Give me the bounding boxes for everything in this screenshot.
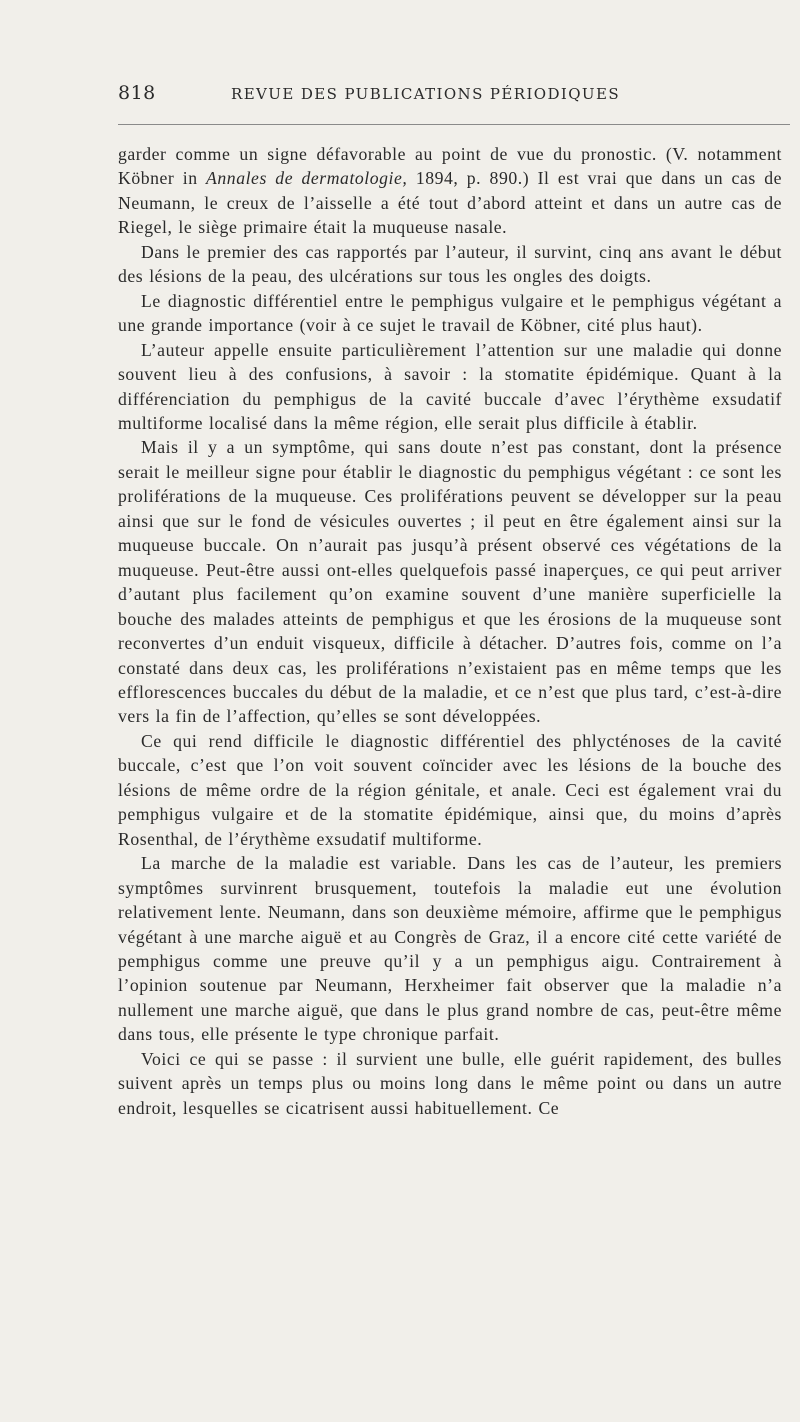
journal-citation: Annales de dermatologie,: [206, 168, 408, 189]
running-head: [118, 82, 648, 110]
paragraph-6: Ce qui rend difficile le diagnostic différentiel des phlycténoses de la cavité buccale, c’est que l’on voit souvent coïncider avec les lésions de la bouche des lésions de même ordre de la région génitale, et anale. Ceci est également vrai du pemphigus vulgaire et de la stomatite épidémique, ainsi que, du moins d’après Rosenthal, de l’érythème exsudatif multiforme.: [118, 730, 782, 849]
journal-title: REVUE DES PUBLICATIONS PÉRIODIQUES: [231, 85, 620, 103]
paragraph-1: garder comme un signe défavorable au point de vue du pronostic. (V. notamment Köbner in Annales de dermatologie, 1894, p. 890.) Il est vrai que dans un cas de Neumann, le creux de l’aisselle a été tout d’abord atteint et dans un autre cas de Riegel, le siège primaire était la muqueuse nasale.: [118, 144, 782, 238]
page-number: 818: [118, 82, 156, 104]
paragraph-4: L’auteur appelle ensuite particulièrement l’attention sur une maladie qui donne souvent lieu à des confusions, à savoir : la stomatite épidémique. Quant à la différenciation du pemphigus de la cavité buccale d’avec l’érythème exsudatif multiforme localisé dans la même région, elle serait plus difficile à établir.: [118, 339, 782, 433]
header-rule: [118, 124, 790, 125]
paragraph-8: Voici ce qui se passe : il survient une bulle, elle guérit rapidement, des bulles suivent après un temps plus ou moins long dans le même point ou dans un autre endroit, lesquelles se cicatrisent aussi habituellement. Ce: [118, 1048, 782, 1118]
body-text: [118, 142, 782, 1120]
paragraph-2: Dans le premier des cas rapportés par l’auteur, il survint, cinq ans avant le début des lésions de la peau, des ulcérations sur tous les ongles des doigts.: [118, 241, 782, 287]
paragraph-5: Mais il y a un symptôme, qui sans doute n’est pas constant, dont la présence serait le meilleur signe pour établir le diagnostic du pemphigus végétant : ce sont les proliférations de la muqueuse. Ces proliférations peuvent se développer sur la peau ainsi que sur le fond de vésicules ouvertes ; il peut en être également ainsi sur la muqueuse buccale. On n’aurait pas jusqu’à présent observé ces végétations de la muqueuse. Peut-être aussi ont-elles quelquefois passé inaperçues, ce qui peut arriver d’autant plus facilement qu’on examine souvent d’une manière superficielle la bouche des malades atteints de pemphigus et que les érosions de la muqueuse sont reconvertes d’un enduit visqueux, difficile à détacher. D’autres fois, comme on l’a constaté dans deux cas, les proliférations n’existaient pas en même temps que les efflorescences buccales du début de la maladie, et ce n’est que plus tard, c’est-à-dire vers la fin de l’affection, qu’elles se sont développées.: [118, 437, 782, 727]
paragraph-3: Le diagnostic différentiel entre le pemphigus vulgaire et le pemphigus végétant a une grande importance (voir à ce sujet le travail de Köbner, cité plus haut).: [118, 290, 782, 336]
paragraph-7: La marche de la maladie est variable. Dans les cas de l’auteur, les premiers symptômes survinrent brusquement, toutefois la maladie eut une évolution relativement lente. Neumann, dans son deuxième mémoire, affirme que le pemphigus végétant à une marche aiguë et au Congrès de Graz, il a encore cité cette variété de pemphigus comme une preuve qu’il y a un pemphigus aigu. Contrairement à l’opinion soutenue par Neumann, Herxheimer fait observer que la maladie n’a nullement une marche aiguë, que dans le plus grand nombre de cas, peut-être même dans tous, elle présente le type chronique parfait.: [118, 853, 782, 1045]
